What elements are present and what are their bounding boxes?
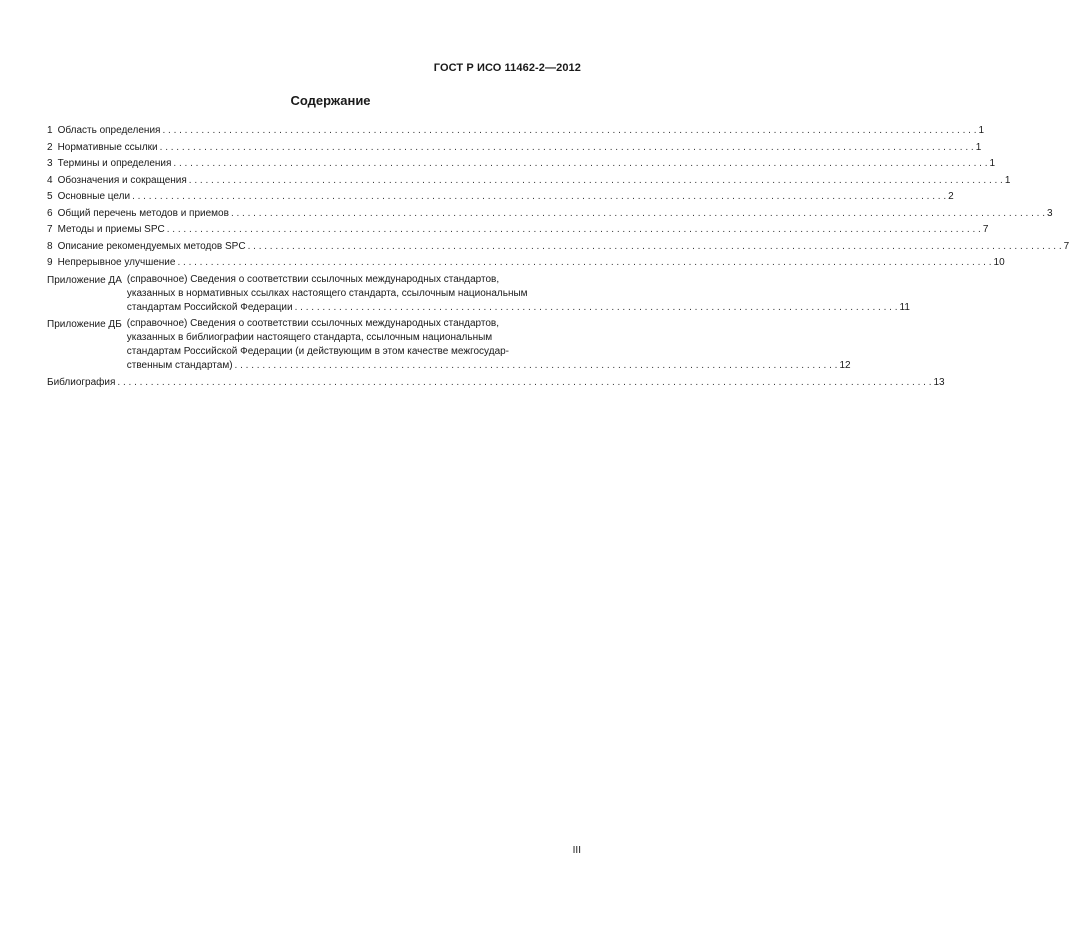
annex-page: 11: [899, 301, 910, 313]
toc-item-page: 7: [1063, 240, 1069, 252]
toc-item-number: 1: [47, 125, 53, 136]
table-of-contents: [47, 123, 1069, 391]
annex-text-line: ственным стандартам): [126, 359, 233, 371]
toc-item-number: 4: [47, 174, 53, 186]
annex-body: [127, 317, 851, 373]
toc-item[interactable]: [47, 255, 1005, 272]
toc-item[interactable]: [47, 189, 954, 206]
toc-leader-dots: [295, 301, 898, 315]
annex-text-line: стандартам Российской Федерации (и действующим в этом качестве межгосудар-: [126, 345, 510, 357]
toc-item[interactable]: [47, 140, 982, 157]
document-standard-header: ГОСТ Р ИСО 11462-2—2012: [433, 62, 581, 74]
toc-leader-dots: [235, 359, 838, 373]
toc-item-title: Область определения: [57, 125, 161, 136]
toc-item[interactable]: [47, 156, 996, 173]
annex-text-line: (справочное) Сведения о соответствии ссылочных международных стандартов,: [126, 273, 500, 285]
toc-item[interactable]: [47, 222, 989, 239]
toc-annex-da[interactable]: [47, 273, 910, 315]
toc-item-number: 2: [47, 141, 53, 153]
toc-item-page: 1: [975, 141, 982, 153]
toc-item-bibliography[interactable]: [47, 375, 945, 392]
toc-item-title: Методы и приемы SPC: [57, 224, 165, 235]
toc-item-page: 1: [978, 125, 985, 136]
toc-item-page: 3: [1047, 207, 1053, 219]
toc-item-title: Термины и определения: [57, 158, 172, 169]
annex-label: Приложение ДА: [47, 274, 122, 286]
toc-leader-dots: [231, 206, 1045, 223]
toc-item[interactable]: [47, 206, 1053, 223]
toc-item-page: 10: [993, 257, 1005, 268]
toc-leader-dots: [167, 222, 981, 239]
toc-item-title: Библиография: [47, 376, 116, 388]
toc-item[interactable]: [47, 173, 1011, 190]
toc-item-page: 7: [982, 224, 989, 235]
toc-item-number: 7: [47, 224, 53, 235]
toc-item-title: Обозначения и сокращения: [57, 174, 187, 186]
toc-item-page: 2: [948, 191, 954, 202]
toc-item-title: Нормативные ссылки: [57, 141, 158, 153]
annex-last-line: [127, 359, 851, 373]
toc-item-page: 1: [989, 158, 996, 169]
toc-annex-db[interactable]: [47, 317, 851, 373]
toc-item-number: 9: [47, 257, 53, 268]
page-number: III: [572, 845, 581, 856]
annex-text-line: указанных в нормативных ссылках настоящего стандарта, ссылочным национальным: [126, 287, 528, 299]
toc-item-title: Описание рекомендуемых методов SPC: [57, 240, 246, 252]
toc-item[interactable]: [47, 123, 985, 140]
annex-page: 12: [839, 359, 851, 371]
toc-item-number: 5: [47, 191, 53, 202]
toc-title: Содержание: [290, 93, 371, 108]
toc-leader-dots: [177, 255, 991, 272]
toc-leader-dots: [173, 156, 987, 173]
toc-leader-dots: [160, 140, 974, 157]
toc-item-number: 6: [47, 207, 53, 219]
toc-item-page: 13: [933, 376, 945, 388]
toc-item-title: Общий перечень методов и приемов: [57, 207, 229, 219]
annex-text-line: стандартам Российской Федерации: [126, 301, 293, 313]
annex-last-line: [127, 301, 910, 315]
annex-text-line: (справочное) Сведения о соответствии ссылочных международных стандартов,: [126, 317, 500, 329]
toc-item-number: 3: [47, 158, 53, 169]
annex-body: [127, 273, 910, 315]
toc-leader-dots: [132, 189, 946, 206]
toc-leader-dots: [248, 239, 1062, 256]
toc-item[interactable]: [47, 239, 1069, 256]
toc-leader-dots: [117, 375, 931, 392]
annex-text-line: указанных в библиографии настоящего стандарта, ссылочным национальным: [126, 331, 493, 343]
toc-item-title: Основные цели: [57, 191, 131, 202]
toc-leader-dots: [189, 173, 1003, 190]
toc-item-number: 8: [47, 240, 53, 252]
annex-label: Приложение ДБ: [47, 318, 122, 330]
toc-item-title: Непрерывное улучшение: [57, 257, 176, 268]
toc-leader-dots: [162, 123, 976, 140]
toc-item-page: 1: [1004, 174, 1011, 186]
